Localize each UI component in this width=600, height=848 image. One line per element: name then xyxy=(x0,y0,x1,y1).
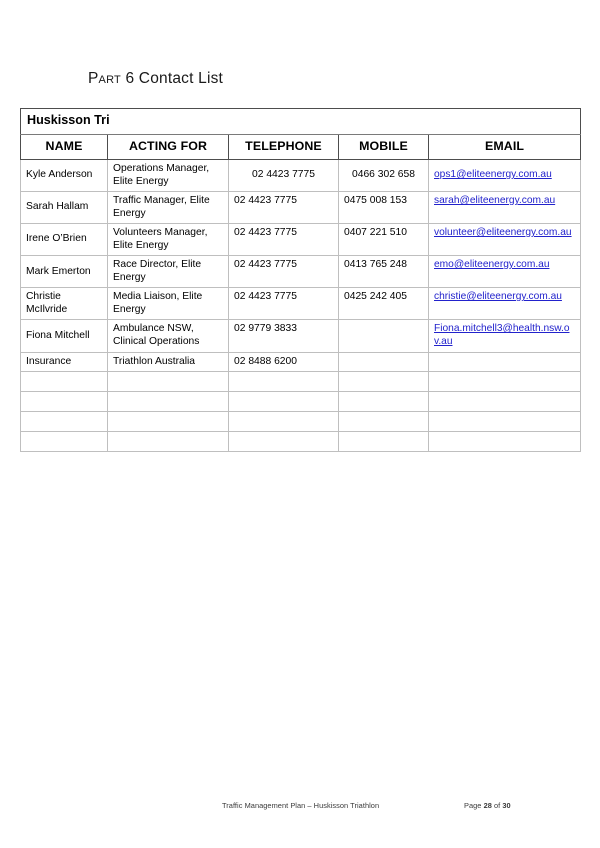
cell-acting-for: Race Director, Elite Energy xyxy=(108,256,229,288)
cell-name: Mark Emerton xyxy=(21,256,108,288)
cell-mobile xyxy=(339,320,429,352)
table-row xyxy=(21,160,581,192)
table-row-empty xyxy=(21,372,581,392)
cell-name: Christie McIlvride xyxy=(21,288,108,320)
page-title xyxy=(88,70,223,88)
cell-name: Sarah Hallam xyxy=(21,192,108,224)
email-link[interactable]: emo@eliteenergy.com.au xyxy=(434,259,550,271)
cell-email xyxy=(429,256,581,288)
cell-email xyxy=(429,392,581,412)
cell-telephone: 02 4423 7775 xyxy=(229,160,339,192)
email-link[interactable]: Fiona.mitchell3@health.nsw.ov.au xyxy=(434,323,570,348)
column-header-acting-for: ACTING FOR xyxy=(108,135,229,160)
cell-acting-for xyxy=(108,432,229,452)
table-title: Huskisson Tri xyxy=(21,109,581,135)
cell-email xyxy=(429,288,581,320)
cell-telephone: 02 9779 3833 xyxy=(229,320,339,352)
email-link[interactable]: ops1@eliteenergy.com.au xyxy=(434,169,552,181)
cell-name xyxy=(21,372,108,392)
footer-document-title: Traffic Management Plan – Huskisson Triathlon xyxy=(222,801,380,810)
cell-email xyxy=(429,412,581,432)
cell-email xyxy=(429,160,581,192)
contact-table xyxy=(20,108,581,452)
footer-page-number xyxy=(464,801,511,810)
cell-acting-for: Volunteers Manager, Elite Energy xyxy=(108,224,229,256)
table-row-empty xyxy=(21,432,581,452)
cell-acting-for xyxy=(108,372,229,392)
cell-acting-for: Media Liaison, Elite Energy xyxy=(108,288,229,320)
cell-mobile: 0413 765 248 xyxy=(339,256,429,288)
footer-of-label: of xyxy=(494,801,501,810)
cell-name xyxy=(21,432,108,452)
email-link[interactable]: christie@eliteenergy.com.au xyxy=(434,291,562,303)
cell-name xyxy=(21,392,108,412)
cell-acting-for: Triathlon Australia xyxy=(108,352,229,372)
table-row xyxy=(21,320,581,352)
footer-total-pages: 30 xyxy=(502,801,511,810)
cell-name: Kyle Anderson xyxy=(21,160,108,192)
cell-mobile xyxy=(339,432,429,452)
cell-name: Irene O’Brien xyxy=(21,224,108,256)
column-header-email: EMAIL xyxy=(429,135,581,160)
cell-mobile xyxy=(339,352,429,372)
page-title-text: 6 Contact List xyxy=(125,70,224,87)
cell-telephone: 02 4423 7775 xyxy=(229,288,339,320)
cell-mobile xyxy=(339,412,429,432)
cell-mobile: 0466 302 658 xyxy=(339,160,429,192)
table-row xyxy=(21,224,581,256)
cell-telephone: 02 4423 7775 xyxy=(229,224,339,256)
cell-mobile: 0475 008 153 xyxy=(339,192,429,224)
table-title-row xyxy=(21,109,581,135)
cell-email xyxy=(429,192,581,224)
table-row-empty xyxy=(21,392,581,412)
footer-current-page: 28 xyxy=(483,801,492,810)
table-header-row xyxy=(21,135,581,160)
column-header-telephone: TELEPHONE xyxy=(229,135,339,160)
column-header-mobile: MOBILE xyxy=(339,135,429,160)
cell-email xyxy=(429,224,581,256)
email-link[interactable]: sarah@eliteenergy.com.au xyxy=(434,195,556,207)
column-header-name: NAME xyxy=(21,135,108,160)
cell-acting-for xyxy=(108,392,229,412)
cell-telephone: 02 8488 6200 xyxy=(229,352,339,372)
table-row xyxy=(21,288,581,320)
cell-mobile: 0407 221 510 xyxy=(339,224,429,256)
footer-page-prefix: Page xyxy=(464,801,482,810)
page-footer xyxy=(0,801,600,817)
cell-telephone xyxy=(229,412,339,432)
cell-telephone xyxy=(229,392,339,412)
cell-telephone: 02 4423 7775 xyxy=(229,256,339,288)
cell-acting-for: Operations Manager, Elite Energy xyxy=(108,160,229,192)
table-row-empty xyxy=(21,412,581,432)
cell-acting-for xyxy=(108,412,229,432)
cell-name: Fiona Mitchell xyxy=(21,320,108,352)
cell-mobile xyxy=(339,372,429,392)
cell-mobile xyxy=(339,392,429,412)
cell-telephone xyxy=(229,432,339,452)
cell-mobile: 0425 242 405 xyxy=(339,288,429,320)
cell-email xyxy=(429,352,581,372)
cell-name xyxy=(21,412,108,432)
table-row xyxy=(21,192,581,224)
cell-acting-for: Traffic Manager, Elite Energy xyxy=(108,192,229,224)
cell-telephone: 02 4423 7775 xyxy=(229,192,339,224)
table-row xyxy=(21,256,581,288)
cell-acting-for: Ambulance NSW, Clinical Operations xyxy=(108,320,229,352)
table-row xyxy=(21,352,581,372)
cell-telephone xyxy=(229,372,339,392)
cell-name: Insurance xyxy=(21,352,108,372)
email-link[interactable]: volunteer@eliteenergy.com.au xyxy=(434,227,572,239)
cell-email xyxy=(429,372,581,392)
cell-email xyxy=(429,432,581,452)
page-title-part-label: Part xyxy=(88,70,121,87)
cell-email xyxy=(429,320,581,352)
